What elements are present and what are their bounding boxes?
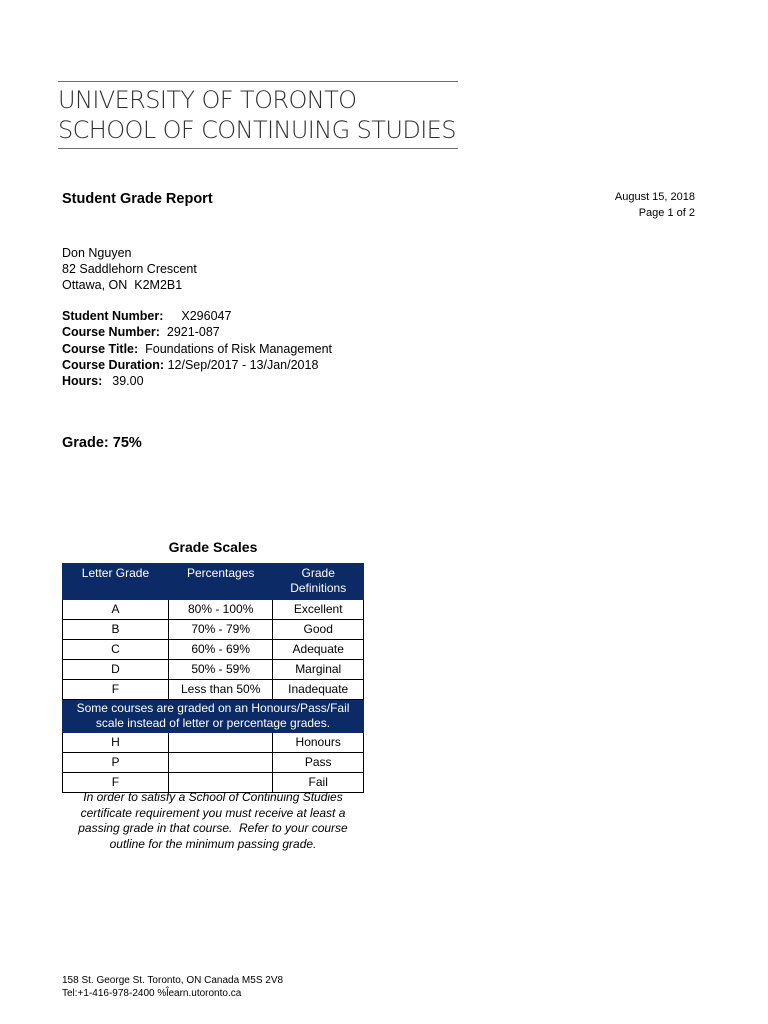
footer-contact: Tel:+1-416-978-2400 %l̂earn.utoronto.ca (62, 988, 242, 999)
course-title-row (62, 341, 332, 357)
definition-cell: Pass (273, 753, 364, 773)
street-address: 82 Saddlehorn Crescent (62, 262, 197, 276)
student-number-label: Student Number: (62, 309, 164, 323)
course-duration-value: 12/Sep/2017 - 13/Jan/2018 (167, 357, 319, 372)
logo-bottom-rule (58, 148, 458, 149)
definition-cell: Fail (273, 773, 364, 793)
table-row (63, 733, 364, 753)
table-row (63, 640, 364, 660)
header-percentages: Percentages (168, 564, 272, 600)
course-number-row (62, 324, 332, 340)
grade-scales-title: Grade Scales (168, 539, 258, 555)
honours-pass-fail-note: Some courses are graded on an Honours/Pass/Fail scale instead of letter or percentage grades. (63, 700, 364, 733)
hours-label: Hours: (62, 374, 103, 389)
course-details (62, 308, 332, 389)
percent-cell: 80% - 100% (168, 600, 272, 620)
course-duration-row (62, 357, 332, 373)
report-title: Student Grade Report (62, 191, 213, 207)
table-row (63, 620, 364, 640)
hours-value: 39.00 (112, 374, 144, 389)
honours-pass-fail-note-row (63, 700, 364, 733)
percent-cell: 60% - 69% (168, 640, 272, 660)
table-header-row (63, 564, 364, 600)
course-number-value: 2921-087 (166, 325, 220, 340)
letter-cell: A (63, 600, 169, 620)
table-row (63, 600, 364, 620)
passing-grade-footnote: In order to satisfy a School of Continuing Studies certificate requirement you must receive at least a passing grade in that course. Refer to your course outline for the minimum passing grade. (78, 790, 352, 851)
letter-cell: B (63, 620, 169, 640)
definition-cell: Good (273, 620, 364, 640)
letter-cell: C (63, 640, 169, 660)
definition-cell: Adequate (273, 640, 364, 660)
definition-cell: Inadequate (273, 680, 364, 700)
percent-cell (168, 733, 272, 753)
percent-cell: 50% - 59% (168, 660, 272, 680)
percent-cell (168, 753, 272, 773)
percent-cell: 70% - 79% (168, 620, 272, 640)
table-row (63, 680, 364, 700)
final-grade: Grade: 75% (62, 435, 142, 451)
city-postal: Ottawa, ON K2M2B1 (62, 278, 183, 292)
student-number-row (62, 308, 332, 324)
student-number-value: X296047 (181, 309, 232, 323)
footer-address: 158 St. George St. Toronto, ON Canada M5S 2V8 (62, 975, 284, 986)
percent-cell: Less than 50% (168, 680, 272, 700)
university-logo (58, 81, 458, 149)
table-row (63, 753, 364, 773)
logo-top-rule (58, 81, 458, 82)
page-footer (62, 974, 283, 1000)
header-grade-definitions: Grade Definitions (273, 564, 364, 600)
definition-cell: Marginal (273, 660, 364, 680)
course-number-label: Course Number: (62, 325, 160, 340)
letter-cell: P (63, 753, 169, 773)
header-letter-grade: Letter Grade (63, 564, 169, 600)
grade-scales-table (62, 563, 364, 793)
logo-university-name: UNIVERSITY OF TORONTO (58, 86, 357, 114)
table-row (63, 660, 364, 680)
letter-cell: H (63, 733, 169, 753)
course-duration-label: Course Duration: (62, 357, 165, 372)
letter-cell: D (63, 660, 169, 680)
course-title-label: Course Title: (62, 341, 139, 356)
page-number: Page 1 of 2 (638, 207, 695, 219)
course-title-value: Foundations of Risk Management (145, 341, 333, 356)
hours-row (62, 373, 332, 389)
letter-cell: F (63, 773, 169, 793)
logo-school-name: SCHOOL OF CONTINUING STUDIES (58, 116, 456, 144)
mailing-address (62, 245, 197, 293)
report-date: August 15, 2018 (614, 191, 695, 203)
definition-cell: Honours (273, 733, 364, 753)
student-name: Don Nguyen (62, 246, 132, 260)
letter-cell: F (63, 680, 169, 700)
definition-cell: Excellent (273, 600, 364, 620)
report-meta (615, 189, 695, 221)
